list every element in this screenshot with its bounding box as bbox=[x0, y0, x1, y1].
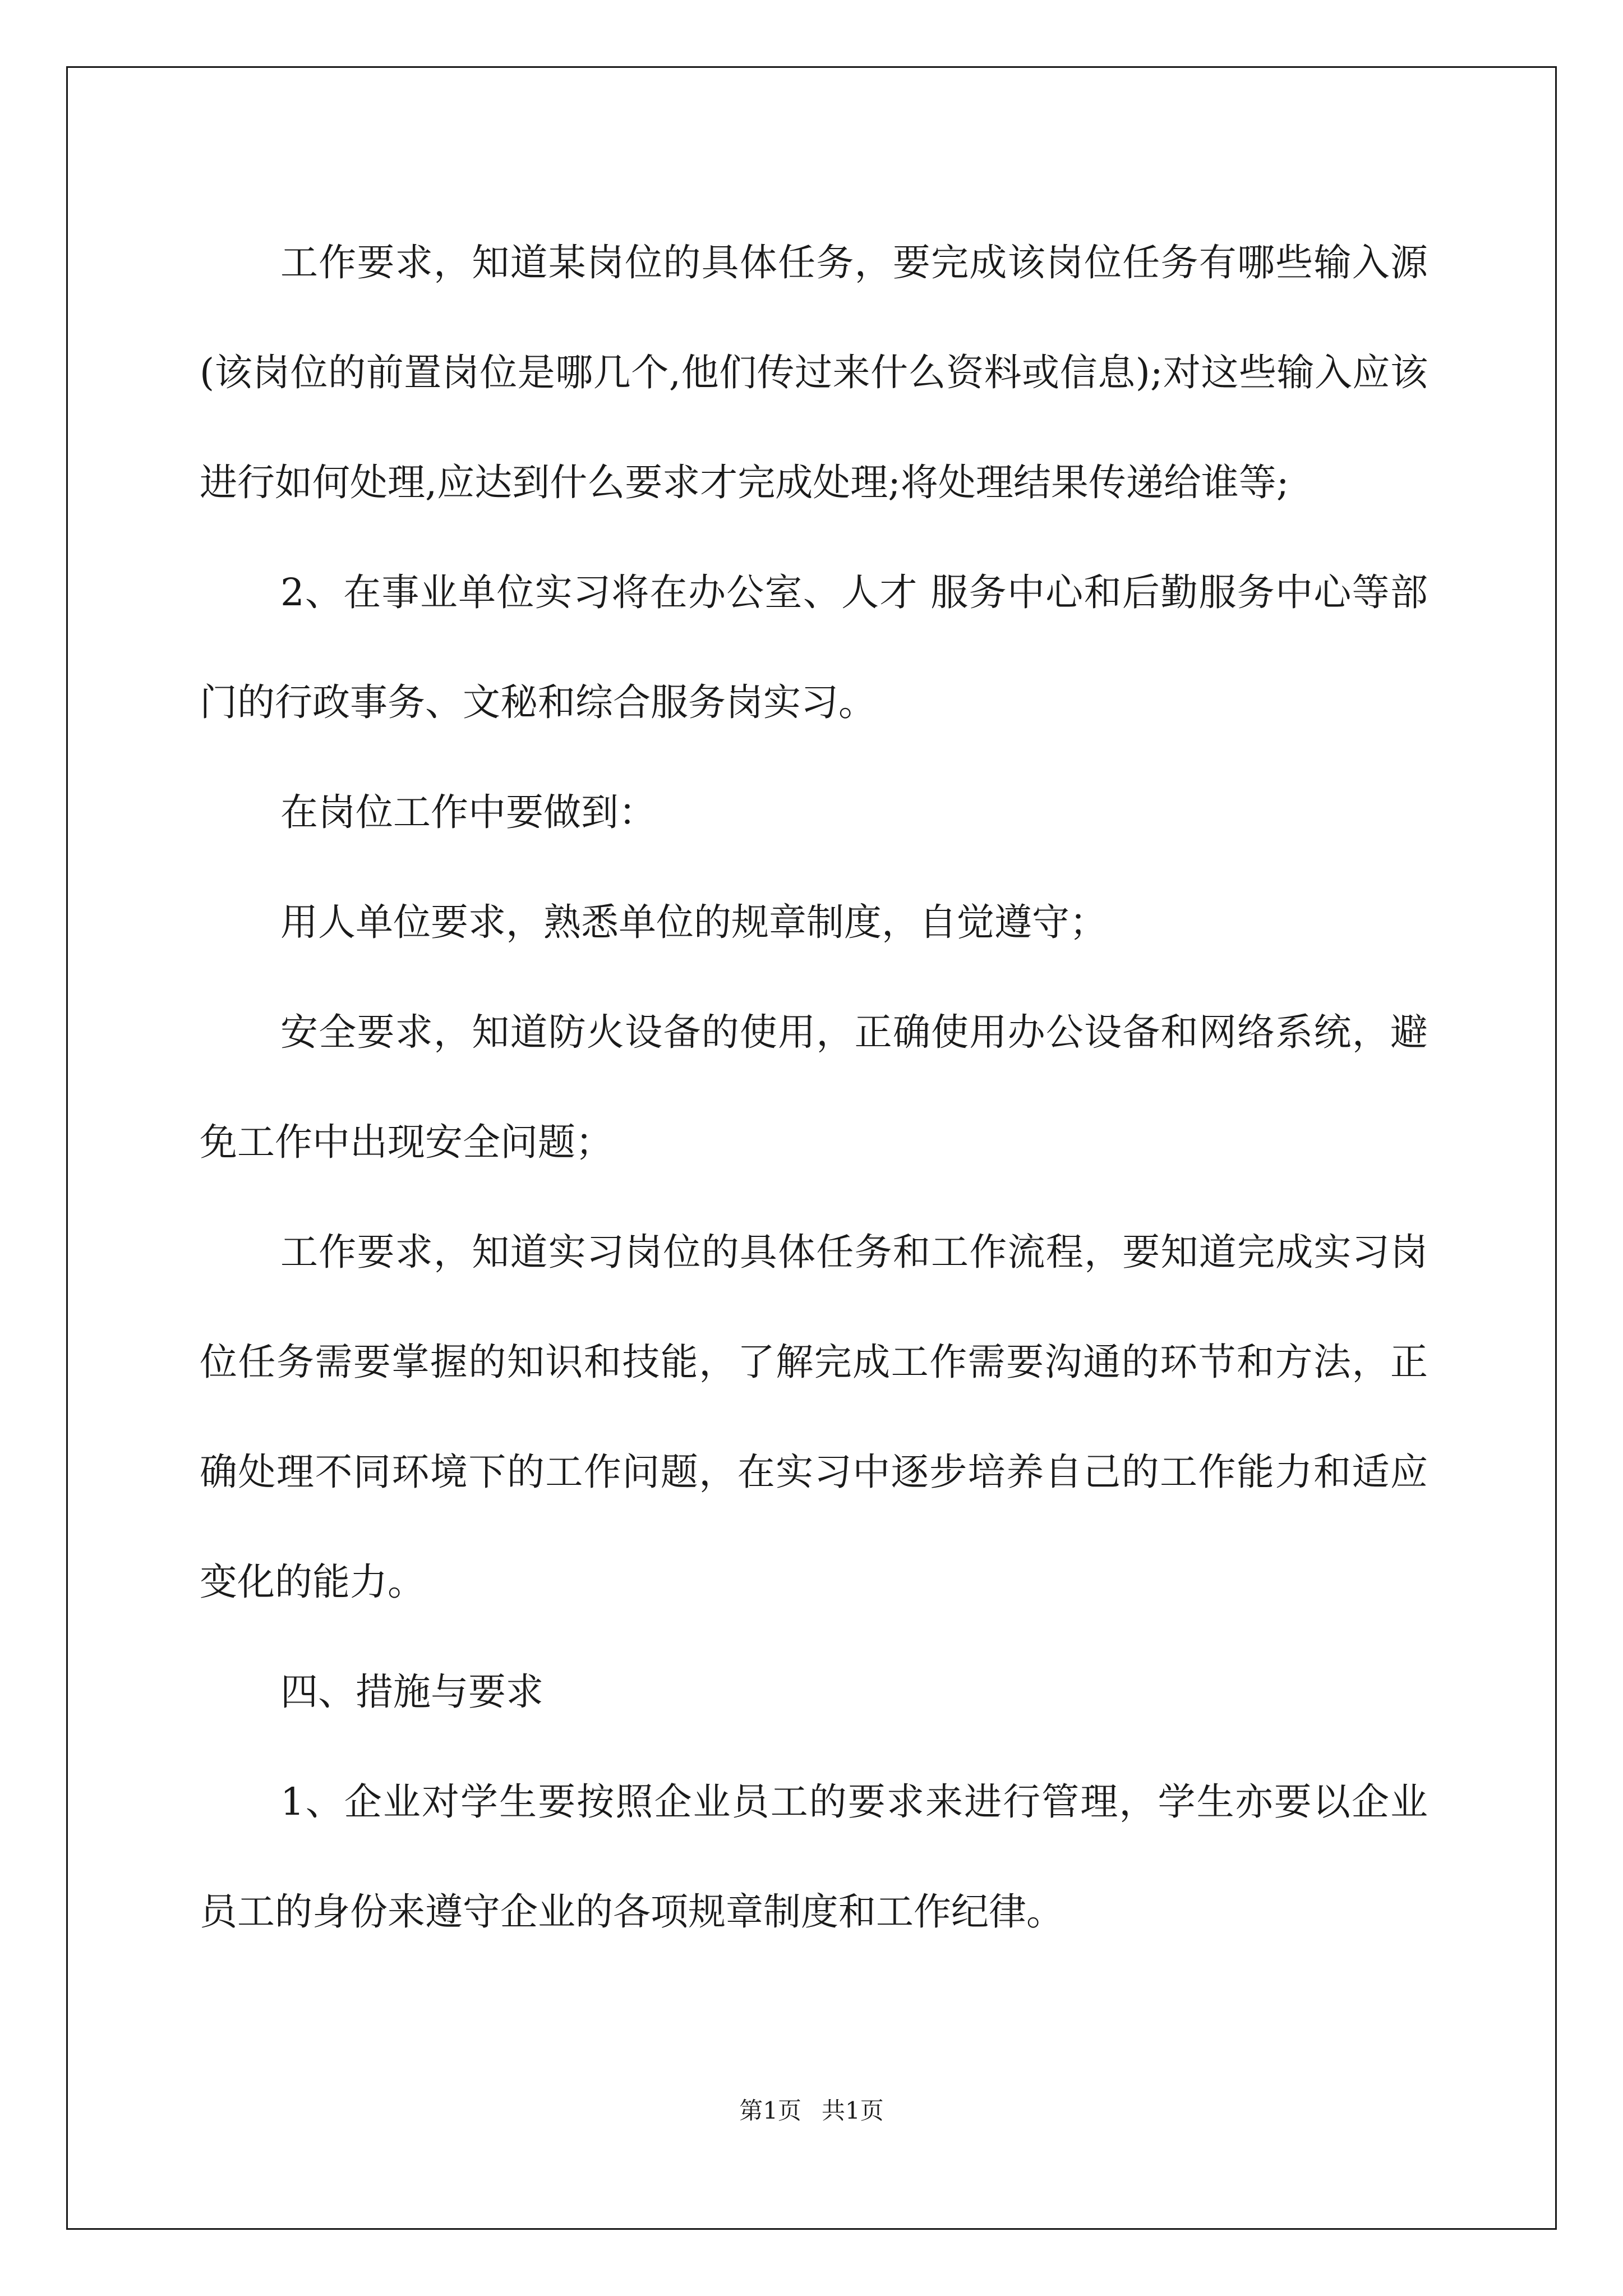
page-footer bbox=[0, 2092, 1623, 2126]
paragraph-work-requirements-1: 工作要求，知道某岗位的具体任务，要完成该岗位任务有哪些输入源(该岗位的前置岗位是哪几个,他们传过来什么资料或信息);对这些输入应该进行如何处理,应达到什么要求才完成处理;将处理结果传递给谁等; bbox=[200, 241, 1428, 504]
paragraph-employer-requirements: 用人单位要求，熟悉单位的规章制度，自觉遵守； bbox=[280, 900, 1107, 944]
paragraph-enterprise-management: 1、企业对学生要按照企业员工的要求来进行管理，学生亦要以企业员工的身份来遵守企业的各项规章制度和工作纪律。 bbox=[200, 1780, 1428, 1934]
page-total: 共1页 bbox=[822, 2097, 884, 2124]
paragraph-work-requirements-2: 工作要求，知道实习岗位的具体任务和工作流程，要知道完成实习岗位任务需要掌握的知识和技能，了解完成工作需要沟通的环节和方法，正确处理不同环境下的工作问题，在实习中逐步培养自己的工作能力和适应变化的能力。 bbox=[200, 1230, 1428, 1604]
paragraph-public-institution-internship: 2、在事业单位实习将在办公室、人才 服务中心和后勤服务中心等部门的行政事务、文秘和综合服务岗实习。 bbox=[200, 570, 1428, 724]
section-heading-measures: 四、措施与要求 bbox=[280, 1670, 543, 1714]
page-number: 第1页 bbox=[739, 2097, 801, 2124]
paragraph-safety-requirements: 安全要求，知道防火设备的使用，正确使用办公设备和网络系统，避免工作中出现安全问题； bbox=[200, 1010, 1428, 1164]
document-body bbox=[200, 208, 1428, 1967]
paragraph-job-duties-intro: 在岗位工作中要做到： bbox=[280, 790, 656, 834]
